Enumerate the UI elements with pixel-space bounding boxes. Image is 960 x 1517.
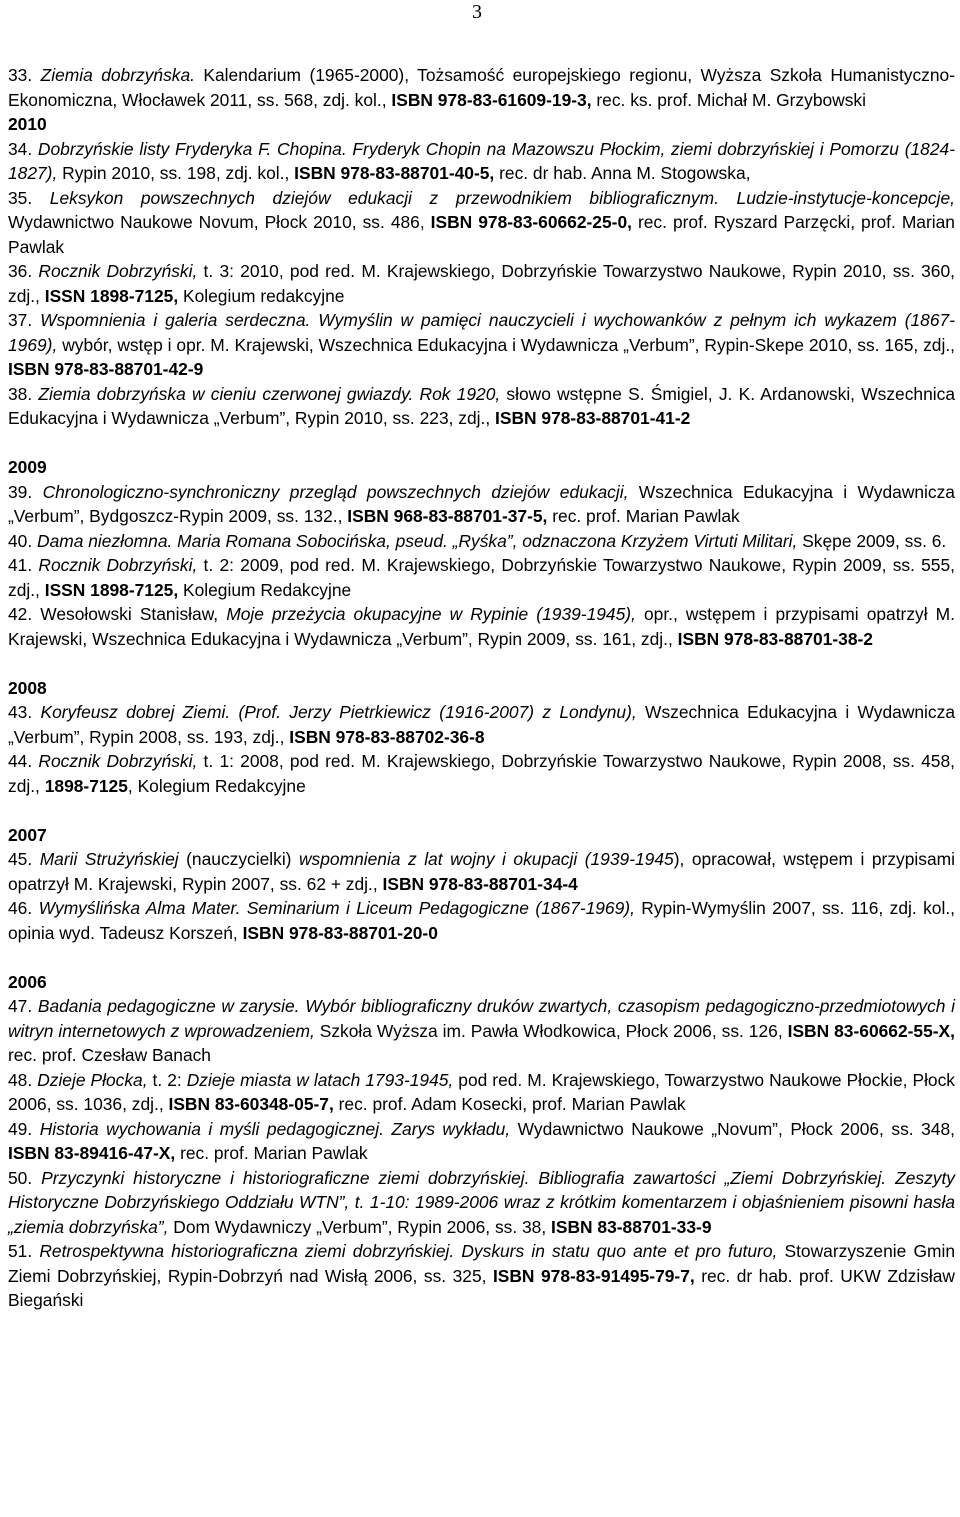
entry-text: 48. xyxy=(8,1069,38,1090)
entry-text: ), opracował, wstępem i przypisami opatrzył M. Krajewski, Rypin 2007, ss. 62 + zdj., xyxy=(8,849,955,894)
bibliography-entry xyxy=(8,1117,955,1166)
entry-text: 44. xyxy=(8,751,39,771)
entry-text: 33. xyxy=(8,65,41,85)
isbn-text: ISBN 83-88701-33-9 xyxy=(551,1216,712,1237)
bibliography-entry xyxy=(8,994,955,1068)
entry-text: 47. xyxy=(8,996,38,1016)
entry-text: Wszechnica Edukacyjna i Wydawnicza „Verbum”, Bydgoszcz-Rypin 2009, ss. 132., xyxy=(8,481,955,526)
isbn-text: ISBN 83-60662-55-X, xyxy=(787,1020,955,1041)
entry-text: wybór, wstęp i opr. M. Krajewski, Wszechnica Edukacyjna i Wydawnicza „Verbum”, Rypin-Skepe 2010, ss. 165, zdj., xyxy=(57,334,955,355)
entry-text: 36. xyxy=(8,261,39,281)
entry-text: rec. prof. Ryszard Parzęcki, prof. Marian Pawlak xyxy=(8,212,955,257)
title-text: Koryfeusz dobrej Ziemi. (Prof. Jerzy Pietrkiewicz (1916-2007) z Londynu), xyxy=(40,702,637,722)
isbn-text: ISBN 978-83-88701-38-2 xyxy=(677,628,873,649)
entry-text: 50. xyxy=(8,1167,42,1188)
entry-text: rec. prof. Marian Pawlak xyxy=(547,506,740,526)
entry-text: t. 2: 2009, pod red. M. Krajewskiego, Dobrzyńskie Towarzystwo Naukowe, Rypin 2009, ss. 555, zdj., xyxy=(8,555,955,600)
bibliography-entry xyxy=(8,602,955,651)
entry-text: 39. xyxy=(8,481,43,502)
entry-text: Wszechnica Edukacyjna i Wydawnicza „Verbum”, Rypin 2008, ss. 193, zdj., xyxy=(8,702,955,747)
isbn-text: ISBN 978-83-88701-42-9 xyxy=(8,359,204,379)
entry-text: rec. dr hab. prof. UKW Zdzisław Biegański xyxy=(8,1265,955,1310)
entry-text: pod red. M. Krajewskiego, Towarzystwo Naukowe Płockie, Płock 2006, ss. 1036, zdj., xyxy=(8,1069,955,1114)
entry-text: 42. Wesołowski Stanisław, xyxy=(8,604,227,624)
title-text: Dama niezłomna. Maria Romana Sobocińska, pseud. „Ryśka”, odznaczona Krzyżem Virtuti Militari, xyxy=(37,530,798,551)
entry-text: 40. xyxy=(8,530,38,551)
entry-text: Kolegium redakcyjne xyxy=(178,285,345,306)
entry-text: Rypin-Wymyślin 2007, ss. 116, zdj. kol., opinia wyd. Tadeusz Korszeń, xyxy=(8,898,955,943)
entry-text: 49. xyxy=(8,1118,40,1139)
year-heading: 2009 xyxy=(8,457,47,477)
isbn-text: ISBN 978-83-88702-36-8 xyxy=(289,726,485,747)
entry-text: Wydawnictwo Naukowe „Novum”, Płock 2006, ss. 348, xyxy=(510,1118,955,1139)
entry-text: Wydawnictwo Naukowe Novum, Płock 2010, ss. 486, xyxy=(8,212,431,232)
entry-text: t. 1: 2008, pod red. M. Krajewskiego, Dobrzyńskie Towarzystwo Naukowe, Rypin 2008, ss. 458, zdj., xyxy=(8,751,955,796)
isbn-text: ISBN 978-83-88701-34-4 xyxy=(382,873,578,894)
entry-text: , Kolegium Redakcyjne xyxy=(127,775,306,796)
bibliography-entry xyxy=(8,529,955,554)
entry-text: Rypin 2010, ss. 198, zdj. kol., xyxy=(57,163,295,183)
bibliography-entry xyxy=(8,553,955,602)
isbn-text: ISBN 978-83-91495-79-7, xyxy=(492,1265,695,1286)
isbn-text: ISBN 83-60348-05-7, xyxy=(168,1094,334,1114)
title-text: Dobrzyńskie listy Fryderyka F. Chopina. Fryderyk Chopin na Mazowszu Płockim, ziemi dobrzyńskiej i Pomorzu (1824-1827), xyxy=(8,138,955,183)
title-text: Historia wychowania i myśli pedagogicznej. Zarys wykładu, xyxy=(39,1118,511,1139)
title-text: Wymyślińska Alma Mater. Seminarium i Liceum Pedagogiczne (1867-1969), xyxy=(38,898,635,918)
entry-text: 43. xyxy=(8,702,41,722)
title-text: Dzieje miasta w latach 1793-1945, xyxy=(186,1069,454,1090)
isbn-text: ISBN 978-83-88701-40-5, xyxy=(294,163,495,183)
year-heading: 2006 xyxy=(8,971,47,992)
title-text: Badania pedagogiczne w zarysie. Wybór bibliograficzny druków zwartych, czasopism pedagogiczno-przedmiotowych i witryn internetowych z wprowadzeniem, xyxy=(8,996,955,1041)
title-text: Dzieje Płocka, xyxy=(37,1069,148,1090)
entry-text: 51. xyxy=(8,1241,40,1261)
bibliography-entry xyxy=(8,896,955,945)
title-text: Chronologiczno-synchroniczny przegląd powszechnych dziejów edukacji, xyxy=(42,481,629,502)
section-gap xyxy=(8,651,955,676)
bibliography-entry xyxy=(8,137,955,186)
section-gap xyxy=(8,945,955,970)
entry-text: opr., wstępem i przypisami opatrzył M. Krajewski, Wszechnica Edukacyjna i Wydawnicza „Verbum”, Rypin 2009, ss. 161, zdj., xyxy=(8,604,955,649)
title-text: Przyczynki historyczne i historiograficzne ziemi dobrzyńskiej. Bibliografia zawartości „Ziemi Dobrzyńskiej. Zeszyty Historyczne Dobrzyńskiego Oddziału WTN”, t. 1-10: 1989-2006 wraz z krótkim komentarzem i objaśnieniem pisowni hasła „ziemia dobrzyńska”, xyxy=(8,1167,955,1237)
bibliography-list xyxy=(8,63,955,1313)
entry-text: rec. prof. Adam Kosecki, prof. Marian Pawlak xyxy=(333,1094,686,1114)
year-heading: 2007 xyxy=(8,824,47,845)
entry-text: Szkoła Wyższa im. Pawła Włodkowica, Płock 2006, ss. 126, xyxy=(314,1020,788,1041)
isbn-text: ISSN 1898-7125, xyxy=(44,285,179,306)
entry-text: (nauczycielki) xyxy=(178,849,299,869)
entry-text: t. 2: xyxy=(147,1069,187,1090)
title-text: Marii Strużyńskiej xyxy=(39,849,179,869)
isbn-text: ISBN 978-83-61609-19-3, xyxy=(391,89,592,110)
section-gap xyxy=(8,431,955,456)
entry-text: rec. dr hab. Anna M. Stogowska, xyxy=(494,163,751,183)
entry-text: rec. prof. Marian Pawlak xyxy=(175,1143,368,1163)
isbn-text: ISBN 978-83-88701-20-0 xyxy=(242,922,438,943)
year-heading: 2010 xyxy=(8,114,47,134)
title-text: Rocznik Dobrzyński, xyxy=(38,751,198,771)
isbn-text: ISBN 968-83-88701-37-5, xyxy=(347,506,548,526)
entry-text: Kalendarium (1965-2000), Tożsamość europejskiego regionu, Wyższa Szkoła Humanistyczno-Ekonomiczna, Włocławek 2011, ss. 568, zdj. kol., xyxy=(8,65,955,110)
entry-text: 45. xyxy=(8,849,40,869)
entry-text: Skępe 2009, ss. 6. xyxy=(797,530,947,551)
entry-text: Stowarzyszenie Gmin Ziemi Dobrzyńskiej, Rypin-Dobrzyń nad Wisłą 2006, ss. 325, xyxy=(8,1241,955,1286)
entry-text: 34. xyxy=(8,138,38,159)
isbn-text: ISSN 1898-7125, xyxy=(44,579,179,600)
title-text: Rocznik Dobrzyński, xyxy=(38,555,198,575)
title-text: Rocznik Dobrzyński, xyxy=(38,261,198,281)
bibliography-entry xyxy=(8,63,955,112)
entry-text: t. 3: 2010, pod red. M. Krajewskiego, Dobrzyńskie Towarzystwo Naukowe, Rypin 2010, ss. 360, zdj., xyxy=(8,261,955,306)
bibliography-entry xyxy=(8,1166,955,1240)
bibliography-entry xyxy=(8,308,955,382)
entry-text: Kolegium Redakcyjne xyxy=(178,579,352,600)
entry-text: rec. prof. Czesław Banach xyxy=(8,1045,211,1065)
entry-text: 37. xyxy=(8,310,41,330)
page-number: 3 xyxy=(472,1,482,23)
entry-text: Dom Wydawniczy „Verbum”, Rypin 2006, ss. 38, xyxy=(168,1216,552,1237)
bibliography-entry xyxy=(8,1068,955,1117)
title-text: Ziemia dobrzyńska w cieniu czerwonej gwiazdy. Rok 1920, xyxy=(38,383,501,404)
isbn-text: 1898-7125 xyxy=(44,775,128,796)
section-gap xyxy=(8,798,955,823)
bibliography-entry xyxy=(8,259,955,308)
isbn-text: ISBN 978-83-88701-41-2 xyxy=(495,408,691,428)
entry-text: 41. xyxy=(8,555,39,575)
bibliography-entry xyxy=(8,480,955,529)
title-text: Wspomnienia i galeria serdeczna. Wymyślin w pamięci nauczycieli i wychowanków z pełnym ich wykazem (1867-1969), xyxy=(8,310,955,355)
title-text: Ziemia dobrzyńska. xyxy=(40,65,195,85)
entry-text: rec. ks. prof. Michał M. Grzybowski xyxy=(591,89,866,110)
entry-text: 38. xyxy=(8,383,39,404)
bibliography-entry xyxy=(8,382,955,431)
bibliography-entry xyxy=(8,1239,955,1313)
year-heading: 2008 xyxy=(8,677,47,698)
title-text: Retrospektywna historiograficzna ziemi dobrzyńskiej. Dyskurs in statu quo ante et pro futuro, xyxy=(39,1241,778,1261)
bibliography-entry xyxy=(8,186,955,260)
isbn-text: ISBN 83-89416-47-X, xyxy=(8,1143,176,1163)
entry-text: 46. xyxy=(8,898,39,918)
title-text: Leksykon powszechnych dziejów edukacji z przewodnikiem bibliograficznym. Ludzie-instytucje-koncepcje, xyxy=(49,187,955,208)
bibliography-entry xyxy=(8,749,955,798)
entry-text: słowo wstępne S. Śmigiel, J. K. Ardanowski, Wszechnica Edukacyjna i Wydawnicza „Verbum”, Rypin 2010, ss. 223, zdj., xyxy=(8,383,955,428)
bibliography-entry xyxy=(8,700,955,749)
title-text: Moje przeżycia okupacyjne w Rypinie (1939-1945), xyxy=(226,604,636,624)
bibliography-entry xyxy=(8,847,955,896)
isbn-text: ISBN 978-83-60662-25-0, xyxy=(430,212,632,232)
entry-text: 35. xyxy=(8,187,50,208)
title-text: wspomnienia z lat wojny i okupacji (1939-1945 xyxy=(298,849,674,869)
